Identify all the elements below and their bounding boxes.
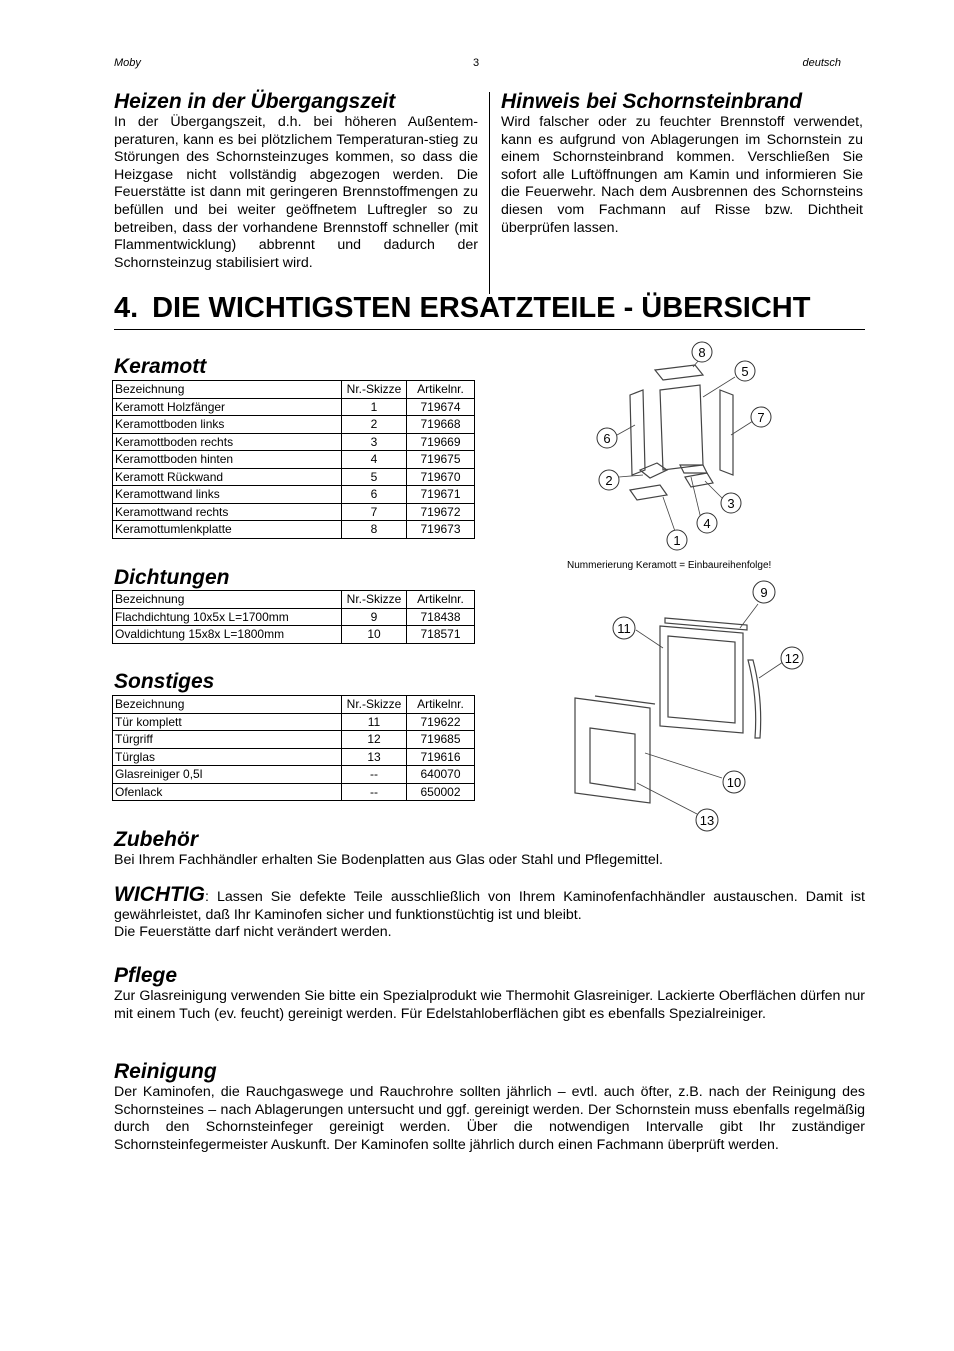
table-row xyxy=(113,486,475,504)
cell-sketch-number: 12 xyxy=(342,731,407,749)
pflege-text: Zur Glasreinigung verwenden Sie bitte ein Spezialprodukt wie Thermohit Glasreiniger. Lackierte Oberflächen dürfen nur mit einem Tuch (ev. feucht) gereinigt werden. Für Edelstahloberflächen gibt es ebenfalls Spezialreiniger. xyxy=(114,988,865,1022)
reinigung-title: Reinigung xyxy=(114,1060,217,1083)
chapter-number: 4. xyxy=(114,292,139,324)
sonstiges-table xyxy=(112,695,475,801)
hinweis-section xyxy=(501,90,863,237)
part-glass-outer xyxy=(575,698,650,803)
cell-name: Keramottwand rechts xyxy=(113,503,342,521)
label-2: 2 xyxy=(605,473,613,488)
label-3: 3 xyxy=(727,496,735,511)
wichtig-text: : Lassen Sie defekte Teile ausschließlich von Ihrem Kaminofenfachhändler austauschen. Damit ist gewährleistet, daß Ihr Kaminofen sicher und funktionstüchtig ist und bleibt. xyxy=(114,889,865,923)
label-12: 12 xyxy=(784,651,800,666)
cell-name: Türglas xyxy=(113,748,342,766)
sonstiges-title: Sonstiges xyxy=(114,670,215,693)
table-row xyxy=(113,521,475,539)
cell-name: Keramott Holzfänger xyxy=(113,398,342,416)
table-row xyxy=(113,713,475,731)
cell-sketch-number: 6 xyxy=(342,486,407,504)
heizen-section xyxy=(114,90,478,272)
reinigung-section xyxy=(114,1060,865,1154)
col-article-header: Artikelnr. xyxy=(407,696,475,714)
wichtig-label: WICHTIG xyxy=(114,883,205,906)
cell-sketch-number: 10 xyxy=(342,626,407,644)
cell-article-number: 719669 xyxy=(407,433,475,451)
table-row xyxy=(113,748,475,766)
label-8: 8 xyxy=(698,345,706,360)
cell-name: Glasreiniger 0,5l xyxy=(113,766,342,784)
chapter-heading xyxy=(114,290,865,330)
cell-name: Türgriff xyxy=(113,731,342,749)
cell-article-number: 719673 xyxy=(407,521,475,539)
dichtungen-table xyxy=(112,590,475,644)
table-header-row xyxy=(113,696,475,714)
cell-name: Ovaldichtung 15x8x L=1800mm xyxy=(113,626,342,644)
col-article-header: Artikelnr. xyxy=(407,381,475,399)
header-left: Moby xyxy=(114,57,141,69)
cell-article-number: 650002 xyxy=(407,783,475,801)
part-oval-seal xyxy=(595,696,655,704)
cell-name: Keramott Rückwand xyxy=(113,468,342,486)
cell-sketch-number: 5 xyxy=(342,468,407,486)
cell-name: Keramottboden hinten xyxy=(113,451,342,469)
col-sketch-header: Nr.-Skizze xyxy=(342,696,407,714)
hinweis-title: Hinweis bei Schornsteinbrand xyxy=(501,90,803,113)
cell-sketch-number: 13 xyxy=(342,748,407,766)
zubehoer-title: Zubehör xyxy=(114,828,198,851)
part-deflector-plate xyxy=(655,365,703,380)
label-1: 1 xyxy=(673,533,681,548)
cell-name: Keramottboden links xyxy=(113,416,342,434)
cell-sketch-number: 3 xyxy=(342,433,407,451)
diagram-caption: Nummerierung Keramott = Einbaureihenfolge! xyxy=(567,560,772,571)
pflege-section xyxy=(114,964,865,1023)
cell-sketch-number: 9 xyxy=(342,608,407,626)
part-left-wall xyxy=(630,390,645,475)
table-row xyxy=(113,451,475,469)
header-right: deutsch xyxy=(802,57,841,69)
keramott-title: Keramott xyxy=(114,355,207,378)
cell-sketch-number: 7 xyxy=(342,503,407,521)
column-divider xyxy=(489,92,490,294)
heizen-title: Heizen in der Übergangszeit xyxy=(114,90,396,113)
cell-sketch-number: -- xyxy=(342,766,407,784)
cell-article-number: 719670 xyxy=(407,468,475,486)
part-glass-inner xyxy=(590,728,635,790)
table-row xyxy=(113,416,475,434)
table-row xyxy=(113,766,475,784)
cell-name: Flachdichtung 10x5x L=1700mm xyxy=(113,608,342,626)
cell-article-number: 718571 xyxy=(407,626,475,644)
cell-article-number: 719622 xyxy=(407,713,475,731)
table-row xyxy=(113,398,475,416)
label-7: 7 xyxy=(757,410,765,425)
part-handle xyxy=(748,660,761,738)
label-13: 13 xyxy=(699,813,715,828)
col-name-header: Bezeichnung xyxy=(113,591,342,609)
col-sketch-header: Nr.-Skizze xyxy=(342,591,407,609)
label-10: 10 xyxy=(726,775,742,790)
table-row xyxy=(113,608,475,626)
col-sketch-header: Nr.-Skizze xyxy=(342,381,407,399)
label-11: 11 xyxy=(617,621,631,636)
part-back-wall xyxy=(660,385,703,470)
cell-name: Keramottwand links xyxy=(113,486,342,504)
label-4: 4 xyxy=(703,516,711,531)
cell-name: Keramottumlenkplatte xyxy=(113,521,342,539)
cell-article-number: 719668 xyxy=(407,416,475,434)
cell-article-number: 719674 xyxy=(407,398,475,416)
cell-sketch-number: -- xyxy=(342,783,407,801)
col-name-header: Bezeichnung xyxy=(113,381,342,399)
wichtig-section xyxy=(114,883,865,942)
cell-article-number: 719685 xyxy=(407,731,475,749)
label-6: 6 xyxy=(603,431,611,446)
table-header-row xyxy=(113,591,475,609)
cell-sketch-number: 4 xyxy=(342,451,407,469)
table-row xyxy=(113,731,475,749)
reinigung-text: Der Kaminofen, die Rauchgaswege und Rauchrohre sollten jährlich – evtl. auch öfter, z.B. nach der Reinigung des Schornsteines – nach Ablagerungen untersucht und ggf. gereinigt werden. Der Schornstein muss ebenfalls regelmäßig durch den Schornsteinfeger gereinigt werden. Über die notwendigen Intervalle gibt Ihr zuständiger Schornsteinfegermeister Auskunft. Der Kaminofen sollte jährlich durch einen Fachmann überprüft werden. xyxy=(114,1084,865,1153)
cell-name: Tür komplett xyxy=(113,713,342,731)
label-5: 5 xyxy=(741,364,749,379)
zubehoer-text: Bei Ihrem Fachhändler erhalten Sie Bodenplatten aus Glas oder Stahl und Pflegemittel. xyxy=(114,852,663,868)
wichtig-paragraph xyxy=(114,883,865,924)
table-header-row xyxy=(113,381,475,399)
pflege-title: Pflege xyxy=(114,964,178,987)
wichtig-line2: Die Feuerstätte darf nicht verändert werden. xyxy=(114,924,392,941)
chapter-title: DIE WICHTIGSTEN ERSATZTEILE - ÜBERSICHT xyxy=(152,292,811,324)
cell-article-number: 719672 xyxy=(407,503,475,521)
cell-name: Ofenlack xyxy=(113,783,342,801)
cell-article-number: 640070 xyxy=(407,766,475,784)
cell-name: Keramottboden rechts xyxy=(113,433,342,451)
dichtungen-title: Dichtungen xyxy=(114,566,230,589)
table-row xyxy=(113,468,475,486)
table-row xyxy=(113,503,475,521)
cell-article-number: 719675 xyxy=(407,451,475,469)
cell-sketch-number: 11 xyxy=(342,713,407,731)
door-exploded-diagram xyxy=(565,578,815,838)
part-flat-seal xyxy=(665,618,747,630)
cell-article-number: 718438 xyxy=(407,608,475,626)
col-article-header: Artikelnr. xyxy=(407,591,475,609)
part-right-wall xyxy=(720,390,733,475)
col-name-header: Bezeichnung xyxy=(113,696,342,714)
cell-article-number: 719616 xyxy=(407,748,475,766)
cell-sketch-number: 2 xyxy=(342,416,407,434)
table-row xyxy=(113,783,475,801)
hinweis-text: Wird falscher oder zu feuchter Brennstoff verwendet, kann es aufgrund von Ablagerungen im Schornstein zu einem Schornsteinbrand kommen. Verschließen Sie sofort alle Luftöffnungen am Kamin und informieren Sie die Feuerwehr. Nach dem Ausbrennen des Schornsteins diesen vom Fachmann auf Risse bzw. Dichtheit überprüfen lassen. xyxy=(501,114,863,236)
table-row xyxy=(113,433,475,451)
table-row xyxy=(113,626,475,644)
page-number: 3 xyxy=(473,57,480,69)
part-door-inner xyxy=(668,636,735,723)
keramott-table xyxy=(112,380,475,539)
part-log-retainer xyxy=(630,485,667,500)
heizen-text: In der Übergangszeit, d.h. bei höheren Außentem-peraturen, kann es bei plötzlichem Temperaturan-stieg zu Störungen des Schornsteinzuges kommen, so dass die Heizgase nicht vollständig abgezogen werden. Die Feuerstätte ist dann mit geringeren Brennstoffmengen zu befüllen und bei weiter geöffnetem Luftregler so zu betreiben, dass der vorhandene Brennstoff schneller (mit Flammentwicklung) abbrennt und dadurch der Schornsteinzug stabilisiert wird. xyxy=(114,114,478,271)
label-9: 9 xyxy=(760,585,768,600)
cell-article-number: 719671 xyxy=(407,486,475,504)
zubehoer-section xyxy=(114,828,865,870)
cell-sketch-number: 1 xyxy=(342,398,407,416)
cell-sketch-number: 8 xyxy=(342,521,407,539)
keramott-exploded-diagram xyxy=(585,335,785,555)
